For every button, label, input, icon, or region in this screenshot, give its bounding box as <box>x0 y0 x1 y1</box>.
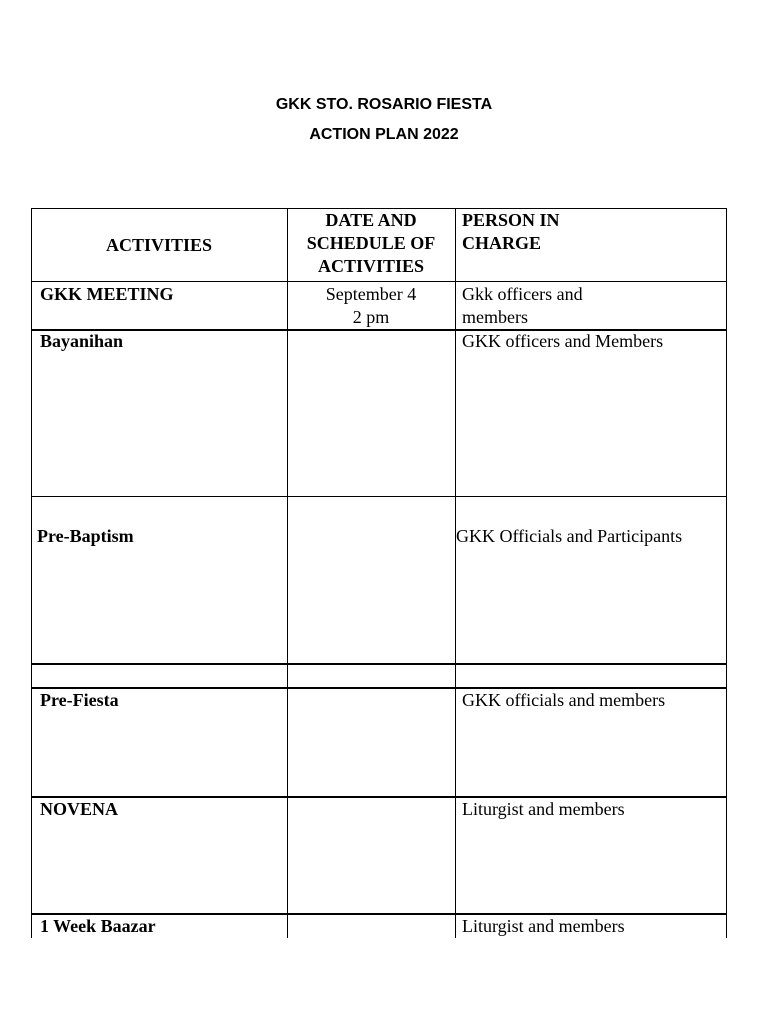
row-activity: Bayanihan <box>40 331 124 351</box>
row-person <box>462 283 583 329</box>
document-title: GKK STO. ROSARIO FIESTA <box>275 96 493 113</box>
table-border-left <box>31 208 32 938</box>
header-activities: ACTIVITIES <box>105 235 213 255</box>
row-date <box>287 283 455 329</box>
row-person: GKK officers and Members <box>462 331 664 351</box>
row-activity: Pre-Fiesta <box>40 690 119 710</box>
table-divider-col2 <box>455 208 456 938</box>
row-divider <box>31 663 727 665</box>
row-date-line: September 4 <box>325 284 417 304</box>
row-activity: GKK MEETING <box>40 284 174 304</box>
header-date-line: DATE AND <box>325 210 417 230</box>
row-activity: 1 Week Baazar <box>40 916 156 936</box>
row-activity: NOVENA <box>40 799 119 819</box>
row-person: GKK officials and members <box>462 690 666 710</box>
row-person-line: Gkk officers and <box>462 284 583 304</box>
table-border-right <box>726 208 727 938</box>
header-person-in-charge <box>462 209 722 255</box>
header-person-line: PERSON IN <box>462 210 560 230</box>
row-date-line: 2 pm <box>352 307 390 327</box>
row-person: GKK Officials and Participants <box>456 526 683 546</box>
row-activity: Pre-Baptism <box>37 526 134 546</box>
header-date-line: SCHEDULE OF <box>306 233 436 253</box>
row-divider <box>31 496 727 497</box>
row-person-line: members <box>462 307 528 327</box>
row-person: Liturgist and members <box>462 916 625 936</box>
document-subtitle: ACTION PLAN 2022 <box>309 126 459 143</box>
header-date-schedule <box>287 209 455 278</box>
row-divider <box>31 281 727 282</box>
header-person-line: CHARGE <box>462 233 542 253</box>
header-date-line: ACTIVITIES <box>317 256 425 276</box>
row-person: Liturgist and members <box>462 799 625 819</box>
